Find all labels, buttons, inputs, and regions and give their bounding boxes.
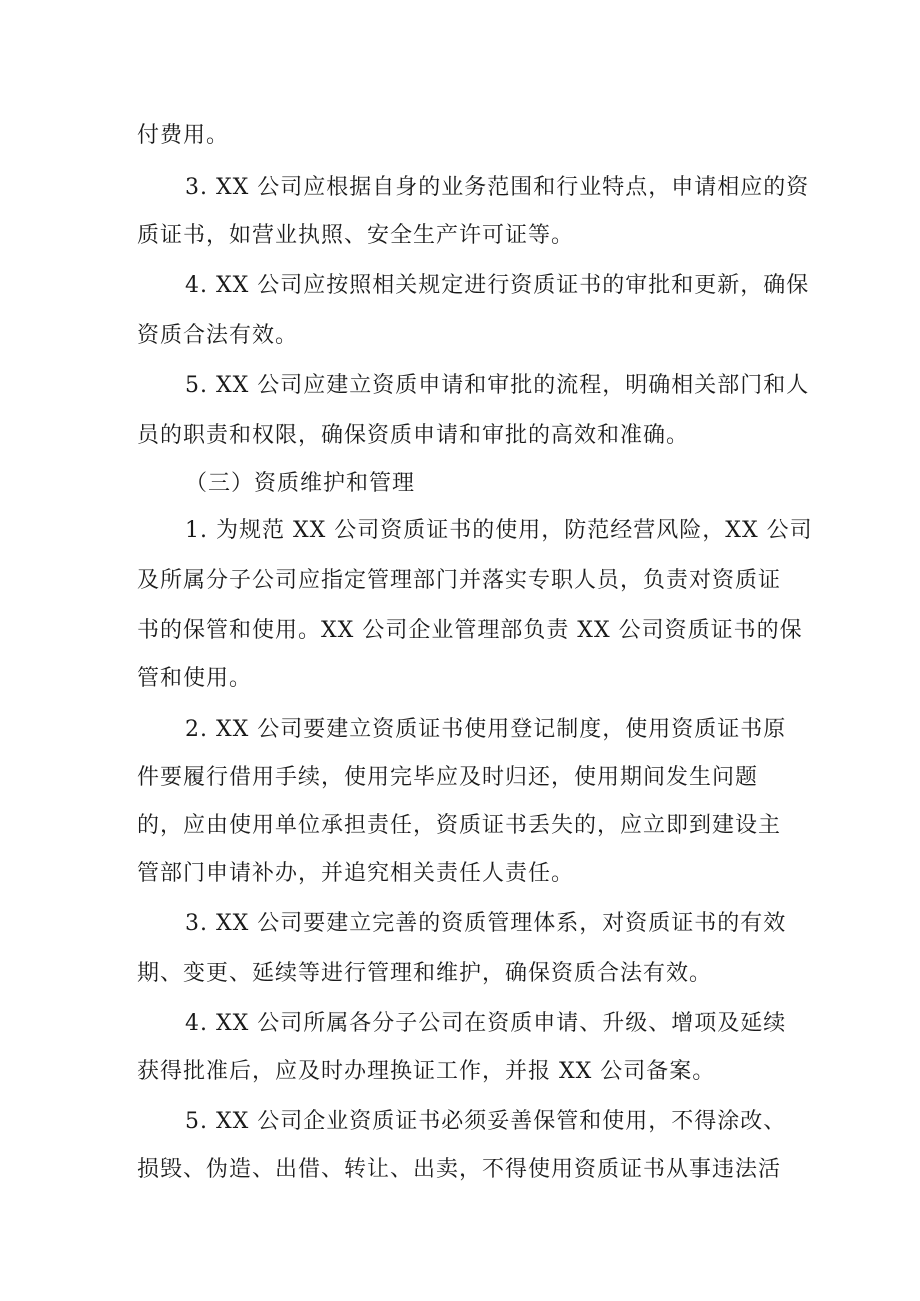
text-line: 及所属分子公司应指定管理部门并落实专职人员，负责对资质证 — [137, 568, 782, 593]
text-line: 获得批准后，应及时办理换证工作，并报 XX 公司备案。 — [137, 1059, 716, 1084]
text-line: 3. XX 公司应根据自身的业务范围和行业特点，申请相应的资 — [185, 175, 810, 200]
text-line: 管和使用。 — [137, 666, 253, 691]
text-line: 2. XX 公司要建立资质证书使用登记制度，使用资质证书原 — [185, 717, 787, 742]
text-line: 3. XX 公司要建立完善的资质管理体系，对资质证书的有效 — [185, 911, 787, 936]
text-line: 管部门申请补办，并追究相关责任人责任。 — [137, 861, 575, 886]
text-line: 4. XX 公司所属各分子公司在资质申请、升级、增项及延续 — [185, 1011, 787, 1036]
section-heading: （三）资质维护和管理 — [185, 471, 416, 496]
text-line: 书的保管和使用。XX 公司企业管理部负责 XX 公司资质证书的保 — [137, 618, 803, 643]
text-line: 损毁、伪造、出借、转让、出卖，不得使用资质证书从事违法活 — [137, 1157, 782, 1182]
text-line: 资质合法有效。 — [137, 323, 299, 348]
text-line: 5. XX 公司应建立资质申请和审批的流程，明确相关部门和人 — [185, 373, 810, 398]
text-line: 4. XX 公司应按照相关规定进行资质证书的审批和更新，确保 — [185, 273, 810, 298]
text-line: 5. XX 公司企业资质证书必须妥善保管和使用，不得涂改、 — [185, 1109, 787, 1134]
text-line: 的，应由使用单位承担责任，资质证书丢失的，应立即到建设主 — [137, 813, 782, 838]
text-line: 期、变更、延续等进行管理和维护，确保资质合法有效。 — [137, 961, 713, 986]
text-line: 1. 为规范 XX 公司资质证书的使用，防范经营风险，XX 公司 — [185, 518, 813, 543]
text-line: 质证书，如营业执照、安全生产许可证等。 — [137, 223, 575, 248]
text-line: 员的职责和权限，确保资质申请和审批的高效和准确。 — [137, 423, 690, 448]
text-line: 付费用。 — [137, 123, 230, 148]
text-line: 件要履行借用手续，使用完毕应及时归还，使用期间发生问题 — [137, 765, 759, 790]
